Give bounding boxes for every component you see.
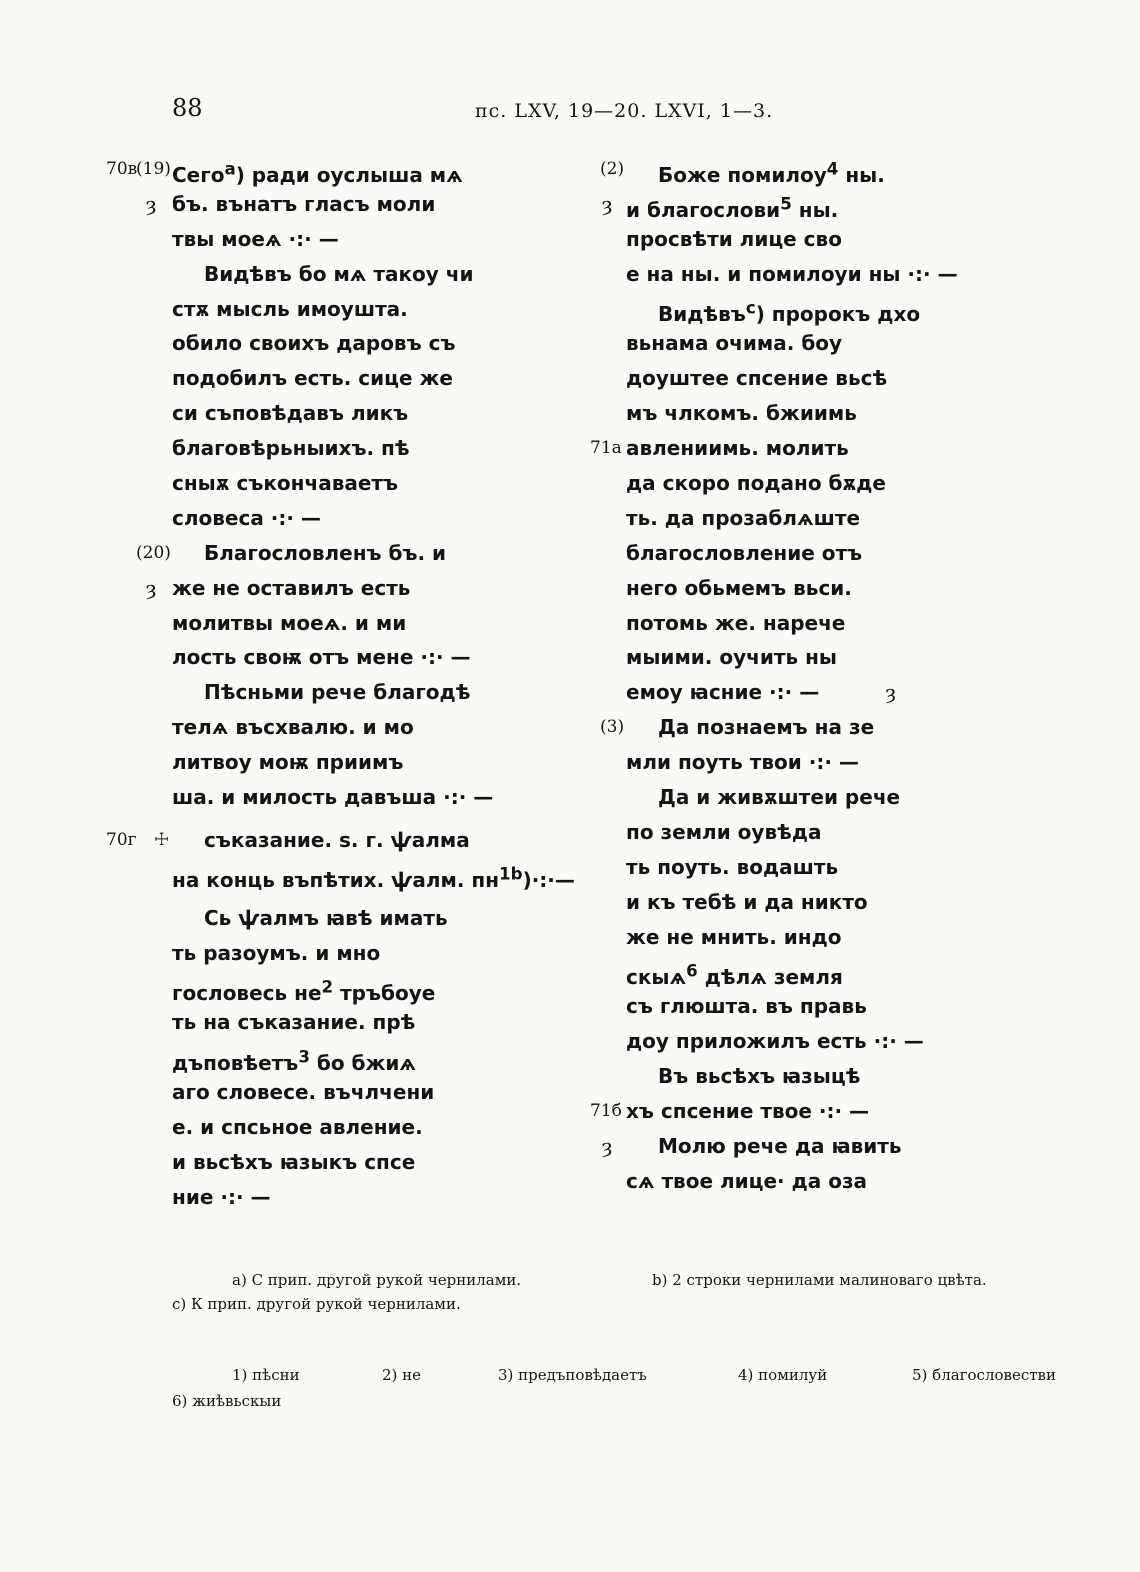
text-line [590, 431, 1046, 466]
line-text: ть поуть. водашть [626, 854, 839, 879]
text-line [172, 466, 572, 501]
line-text: мъ члкомъ. бжиимь [626, 401, 857, 426]
running-head: пс. LXV, 19—20. LXVI, 1—3. [475, 100, 774, 122]
page-number: 88 [172, 94, 203, 122]
line-text: подобилъ есть. сице же [172, 366, 453, 391]
line-text: Пѣсньми рече благодѣ [204, 680, 471, 705]
text-line [106, 152, 572, 187]
text-line [626, 292, 1046, 327]
text-line [626, 1059, 1046, 1094]
line-text: благословлениe отъ [626, 540, 863, 565]
text-line [172, 970, 572, 1005]
footnote: 1) пѣсни [232, 1366, 300, 1384]
note-mark: 6 [686, 961, 698, 981]
line-text: съказание. ѕ. г. ѱалма [204, 827, 470, 852]
text-line [172, 675, 572, 710]
text-line [626, 1164, 1046, 1199]
text-line [172, 640, 572, 675]
text-line [590, 1094, 1046, 1129]
text-line [626, 606, 1046, 641]
line-text: Видѣвъ$^c$) пророкъ дхо [658, 298, 921, 327]
line-text: Молю рече да ꙗвить [658, 1133, 902, 1158]
line-text: е. и спсьное авлениe. [172, 1115, 423, 1140]
line-text: же не мнить. индо [626, 924, 842, 949]
footnote: 3) предъповѣдаетъ [498, 1366, 647, 1384]
line-text: гословесь $не^2$ тръбоуе [172, 977, 436, 1006]
line-text: ть на съказание. прѣ [172, 1010, 416, 1035]
footnote: 2) не [382, 1366, 422, 1384]
line-text: твы моеѧ ·:· — [172, 226, 339, 251]
text-line [626, 989, 1046, 1024]
text-line [602, 187, 1046, 222]
note-mark: 2 [321, 977, 334, 997]
line-text: ть разоумъ. и мно [172, 940, 381, 965]
line-text: сѧ твое лице· да оза [626, 1168, 868, 1193]
line-text: аго словесе. въчлчени [172, 1080, 435, 1105]
text-line [172, 1145, 572, 1180]
footnote: 6) жиѣвьскыи [172, 1392, 282, 1410]
text-line [136, 536, 572, 571]
verse-number: (3) [600, 717, 625, 738]
text-line [626, 361, 1046, 396]
text-line [600, 710, 1046, 745]
text-line [626, 501, 1046, 536]
text-line [172, 501, 572, 536]
line-text: по земли оувѣда [626, 819, 822, 844]
text-line [172, 1075, 572, 1110]
footnotes [172, 1362, 1072, 1414]
right-column [590, 152, 1046, 1199]
line-text: и вьсѣхъ ꙗзыкъ спсе [172, 1149, 416, 1174]
line-text: Да и живѫштеи рече [658, 785, 901, 810]
line-text: на конць въпѣтих. ѱалм. $пн^{1b})\cdot:\cdot—$ [172, 864, 575, 893]
margin-mark: ȝ [146, 575, 157, 600]
line-text: и къ тебѣ и да никто [626, 889, 868, 914]
line-text: Въ вьсѣхъ ꙗзыцѣ [658, 1064, 861, 1089]
text-line [626, 675, 1046, 710]
line-text: стѫ мысль имоушта. [172, 296, 408, 321]
footnote: 4) помилуй [738, 1366, 828, 1384]
note-mark: 4 [826, 159, 839, 178]
line-text: вьнама очима. боу [626, 331, 843, 356]
text-line [626, 640, 1046, 675]
text-line [626, 745, 1046, 780]
text-line [626, 954, 1046, 989]
text-line [626, 920, 1046, 955]
line-text: авлениимь. молить [626, 436, 849, 461]
footnote: 5) благословестви [912, 1366, 1056, 1384]
text-line [626, 780, 1046, 815]
cross-icon: ☩ [154, 829, 170, 850]
text-line [626, 396, 1046, 431]
line-text: бъ. вънатъ гласъ моли [172, 191, 436, 216]
line-text: си съповѣдавъ ликъ [172, 401, 409, 426]
folio-ref: 71а [590, 438, 622, 459]
line-text: Видѣвъ бо мѧ такоу чи [204, 261, 474, 286]
text-line [172, 780, 572, 815]
line-text: да скоро подано бѫде [626, 471, 886, 496]
line-text: словеса ·:· — [172, 505, 321, 530]
line-text: доу приложилъ есть ·:· — [626, 1029, 924, 1054]
line-text: благовѣрьныихъ. пѣ [172, 436, 410, 461]
note-mark: 5 [780, 193, 792, 213]
text-line [172, 745, 572, 780]
text-line [146, 187, 572, 222]
line-text: скыѧ$^6$ дѣлѧ земля [626, 961, 843, 990]
text-line [626, 326, 1046, 361]
text-line [172, 901, 572, 936]
margin-mark: ȝ [146, 191, 157, 216]
line-text: Благословленъ бъ. и [204, 540, 447, 565]
text-line [172, 606, 572, 641]
line-text: Да познаемъ на зе [658, 715, 875, 740]
verse-number: (19) [136, 159, 171, 179]
line-text: ние ·:· — [172, 1184, 271, 1209]
line-text: просвѣти лице сво [626, 226, 842, 251]
line-text: хъ спсение твое ·:· — [626, 1099, 870, 1124]
text-line [626, 536, 1046, 571]
text-line [172, 326, 572, 361]
apparatus-note-b: b) 2 строки чернилами малиноваго цвѣта. [652, 1271, 987, 1289]
apparatus-notes [172, 1268, 1072, 1316]
note-mark: 3 [298, 1047, 310, 1067]
text-line [172, 858, 575, 893]
line-text: сныѫ съкончаваетъ [172, 471, 399, 496]
line-text: Сь ѱалмъ ꙗвѣ имать [204, 905, 448, 930]
apparatus-note-a: a) С прип. другой рукой чернилами. [232, 1271, 522, 1289]
text-line [106, 823, 572, 858]
text-line [172, 292, 572, 327]
line-text: мыими. оучить ны [626, 645, 837, 670]
line-text: мли поуть твои ·:· — [626, 750, 859, 775]
text-line [626, 850, 1046, 885]
line-text: ть. да прозаблѧштe [626, 505, 861, 530]
margin-mark: ȝ [602, 191, 613, 216]
line-text: молитвы моеѧ. и ми [172, 610, 407, 635]
folio-ref: 70г [106, 829, 137, 850]
text-line [172, 1005, 572, 1040]
line-text: лость своѭ отъ мене ·:· — [172, 645, 471, 670]
line-text: литвоу моѭ приимъ [172, 750, 404, 775]
text-line [626, 571, 1046, 606]
text-line [626, 222, 1046, 257]
line-text: потомь же. нарече [626, 610, 846, 635]
text-line [172, 257, 572, 292]
line-text: е на ны. и помилоуи ны ·:· — [626, 261, 958, 286]
folio-ref: 70в [106, 159, 138, 179]
text-line [626, 257, 1046, 292]
text-line [172, 1110, 572, 1145]
line-text: него обьмемъ вьси. [626, 575, 852, 600]
note-mark: c [745, 298, 756, 318]
line-text: дъповѣетъ$^3$ бо бжиѧ [172, 1047, 417, 1075]
text-line [172, 936, 572, 971]
text-line [626, 466, 1046, 501]
text-line [172, 1040, 572, 1075]
text-line [146, 571, 572, 606]
note-mark: a [224, 159, 236, 178]
line-text: съ глюшта. въ правь [626, 994, 867, 1019]
margin-mark: ȝ [885, 680, 896, 705]
apparatus-note-c: c) К прип. другой рукой чернилами. [172, 1295, 461, 1313]
text-line [626, 815, 1046, 850]
left-column [106, 152, 575, 1215]
text-line [172, 222, 572, 257]
folio-ref: 71б [590, 1101, 622, 1122]
text-line [172, 361, 572, 396]
line-text: ша. и милость давъша ·:· — [172, 785, 494, 810]
note-mark: 1b [499, 864, 523, 884]
line-text: и благослови$^5$ ны. [626, 193, 839, 222]
text-line [602, 1129, 1046, 1164]
line-text: емоу ꙗсние ·:· — [626, 680, 820, 705]
text-line [626, 1024, 1046, 1059]
text-line [600, 152, 1046, 187]
margin-mark: ȝ [602, 1133, 613, 1158]
line-text: Сего$^a$) ради оуслыша мѧ [172, 159, 463, 187]
verse-number: (2) [600, 159, 625, 179]
line-text: доуштее спсение вьсѣ [626, 366, 888, 391]
line-text: телѧ въсхвалю. и мо [172, 715, 414, 740]
text-line [172, 710, 572, 745]
text-line [172, 396, 572, 431]
line-text: обило своихъ даровъ съ [172, 331, 456, 356]
line-text: Боже помилоу$^4$ ны. [658, 159, 885, 187]
text-line [172, 1180, 572, 1215]
text-line [172, 431, 572, 466]
text-line [626, 885, 1046, 920]
verse-number: (20) [136, 542, 171, 563]
line-text: же не оставилъ есть [172, 575, 411, 600]
